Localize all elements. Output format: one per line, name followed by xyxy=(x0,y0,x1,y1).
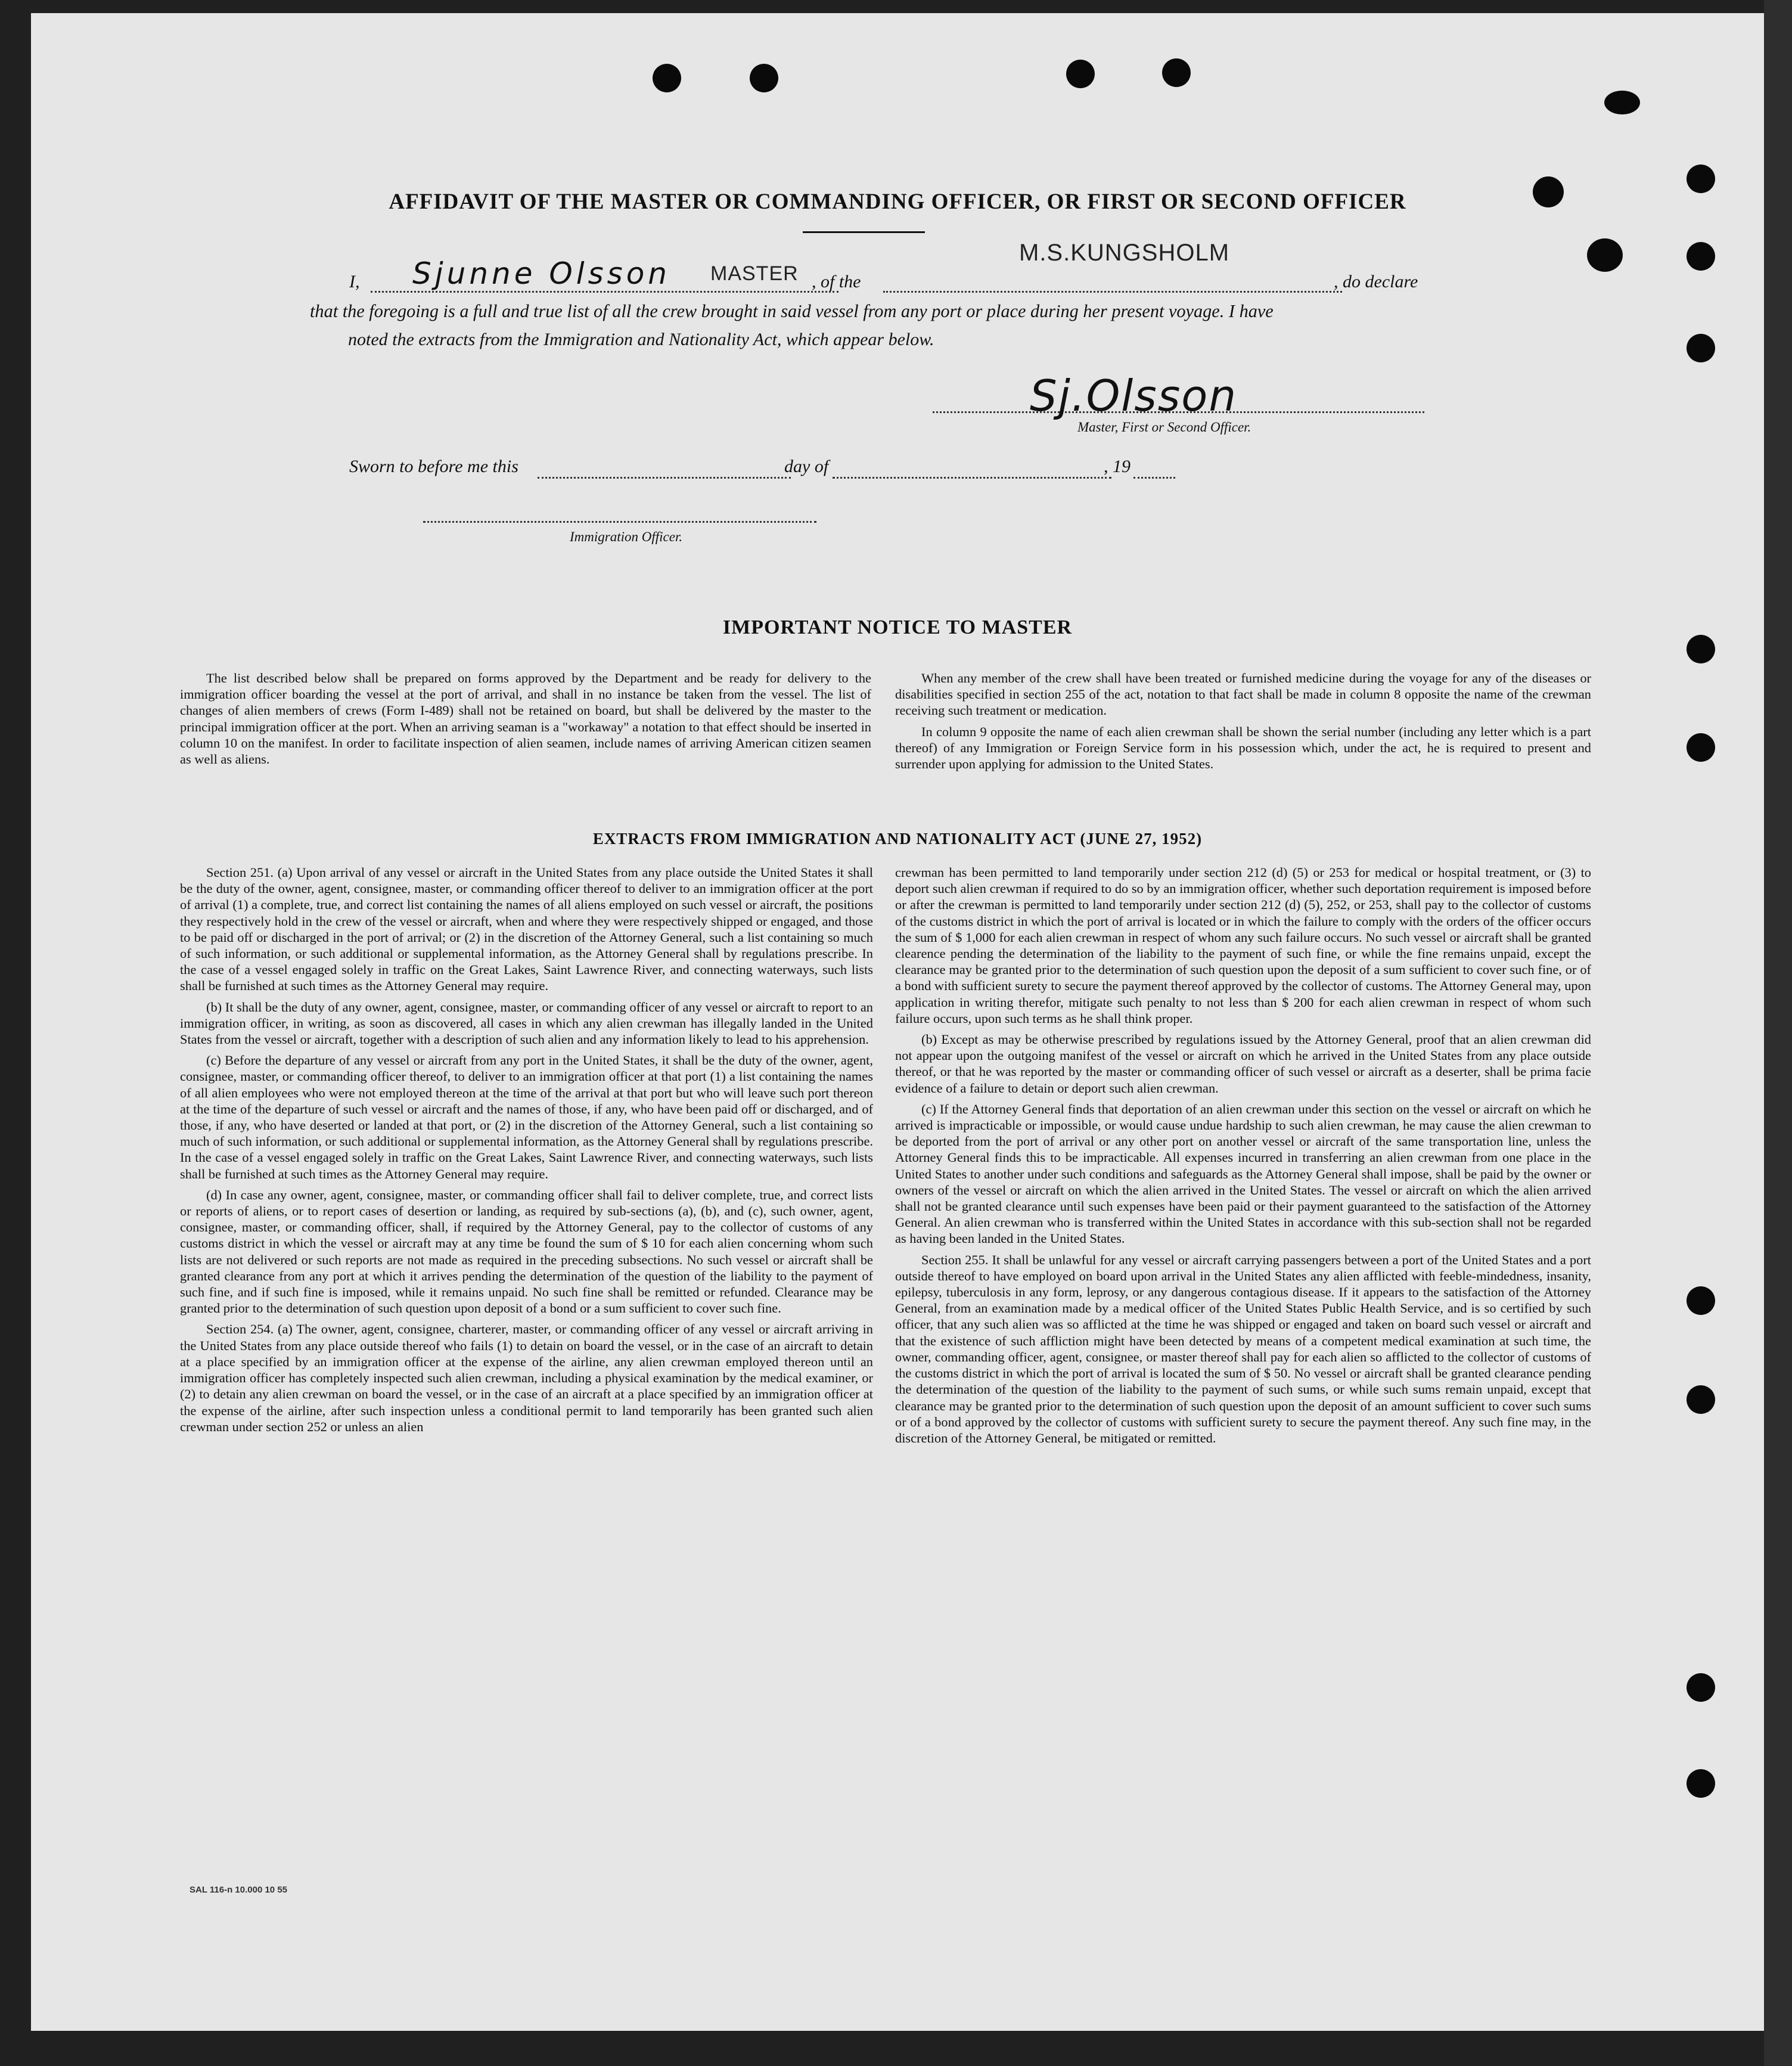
punch-hole-top-2 xyxy=(750,64,778,92)
sworn-day-line xyxy=(538,477,791,479)
sworn-year-line xyxy=(1133,477,1175,479)
of-the-text: , of the xyxy=(812,272,861,291)
form-number: SAL 116-n 10.000 10 55 xyxy=(190,1885,288,1895)
extract-section-254c: (c) If the Attorney General finds that deportation of an alien crewman under this section on the vessel or aircraft on which he arrived is impracticable or impossible, or would cause undue hardship to such alien crewman, he may cause the alien crewman to be deported from the port of arrival or any other port on another vessel or aircraft of the same transportation line, unless the Attorney General finds this to be impracticable. All expenses incurred in transferring an alien crewman from one place in the United States to another under such conditions and safeguards as the Attorney General shall impose, shall be paid by the owner or owners of the vessel or aircraft on which the alien arrived in the United States. The vessel or aircraft on which the alien arrived shall not be granted clearance until such expenses have been paid or their payment guaranteed to the satisfaction of the Attorney General. An alien crewman who is transferred within the United States in accordance with this sub-section shall not be regarded as having been landed in the United States. xyxy=(895,1101,1591,1246)
affidavit-line-2: that the foregoing is a full and true list of all the crew brought in said vessel from any port or place during her present voyage. I have xyxy=(310,301,1274,321)
extracts-right-column xyxy=(895,864,1591,1451)
affidavit-pronoun: I, xyxy=(349,272,360,291)
document-page xyxy=(31,13,1764,2031)
scan-edge xyxy=(1764,0,1792,2066)
notice-right-paragraph-2: In column 9 opposite the name of each alien crewman shall be shown the serial number (including any letter which is a part thereof) of any Immigration or Foreign Service form in his possession which, under the act, he is required to present and surrender upon applying for admission to the United States. xyxy=(895,724,1591,772)
punch-hole-right-11 xyxy=(1687,1673,1715,1702)
name-field-line xyxy=(371,291,838,293)
punch-hole-top-4 xyxy=(1162,58,1191,87)
title-underline xyxy=(803,231,925,233)
punch-hole-right-9 xyxy=(1687,1286,1715,1315)
notice-left-column xyxy=(180,670,871,772)
punch-hole-right-10 xyxy=(1687,1385,1715,1414)
punch-hole-right-6 xyxy=(1687,334,1715,362)
officer-signature-line xyxy=(423,521,816,523)
notice-right-paragraph-1: When any member of the crew shall have been treated or furnished medicine during the voyage for any of the diseases or disabilities specified in section 255 of the act, notation to that fact shall be made in column 8 opposite the name of the crewman receiving such treatment or medication. xyxy=(895,671,1591,718)
extracts-title: EXTRACTS FROM IMMIGRATION AND NATIONALITY ACT (JUNE 27, 1952) xyxy=(592,830,1203,848)
affidavit-line-3: noted the extracts from the Immigration and Nationality Act, which appear below. xyxy=(348,330,934,349)
extract-section-254a-continued: crewman has been permitted to land temporarily under section 212 (d) (5) or 253 for medical or hospital treatment, or (3) to deport such alien crewman if required to do so by an immigration officer, whether such deportation requirement is imposed before or after the crewman is permitted to land temporarily under section 212 (d) (5), 252, or 253, shall pay to the collector of customs of the customs district in which the port of arrival is located or in which the failure to comply with the orders of the officer occurs the sum of $ 1,000 for each alien crewman in respect of whom any such failure occurs. No such vessel or aircraft shall be granted clearence pending the determination of the liability to the payment of such fine, or while the fine remains unpaid, except the clearance may be granted prior to the determination of such question upon the deposit of a sum sufficient to cover such fine, or of a bond with sufficient surety to secure the payment thereof approved by the collector of customs. The Attorney General may, upon application in writing therefor, mitigate such penalty to not less than $ 200 for each alien crewman in respect of whom such failure occurs, upon such terms as he shall think proper. xyxy=(895,865,1591,1026)
extract-section-251c: (c) Before the departure of any vessel or aircraft from any port in the United States, it shall be the duty of the owner, agent, consignee, master, or commanding officer thereof, to deliver to an immigration officer at that port (1) a list containing the names of all alien employees who were not employed thereon at the time of the arrival at that port but who will leave such port thereon at the time of the departure of such vessel or aircraft and the names of those, if any, who have been paid off or discharged, and of those, if any, who have deserted or landed at that port, or (2) in the discretion of the Attorney General, such a list containing so much of such information, or such additional or supplemental information, as the Attorney General shall by regulations prescribe. In the case of a vessel engaged solely in traffic on the Great Lakes, Saint Lawrence River, and connecting waterways, such lists shall be furnished at such times as the Attorney General may require. xyxy=(180,1053,873,1181)
extract-section-255: Section 255. It shall be unlawful for any vessel or aircraft carrying passengers between a port of the United States and a port outside thereof to have employed on board upon arrival in the United States any alien afflicted with feeble-mindedness, insanity, epilepsy, tuberculosis in any form, leprosy, or any dangerous contagious disease. If it appears to the satisfaction of the Attorney General, from an examination made by a medical officer of the United States Public Health Service, and is so certified by such officer, that any such alien was so afflicted at the time he was shipped or engaged and taken on board such vessel or aircraft and that the existence of such affliction might have been detected by means of a competent medical examination at such time, the owner, commanding officer, agent, consignee, or master thereof shall pay for each alien so afflicted to the collector of customs of the customs district in which the port of arrival is located the sum of $ 50. No vessel or aircraft shall be granted clearance pending the determination of the question of the liability to the payment of such sums, or while such sums remain unpaid, except that clearance may be granted prior to the determination of such question upon the deposit of an amount sufficient to cover such sums or of a bond approved by the collector of customs with sufficient surety to secure the payment thereof. Any such fine may, in the discretion of the Attorney General, be mitigated or remitted. xyxy=(895,1252,1591,1445)
year-prefix: , 19 xyxy=(1104,457,1131,476)
notice-right-column xyxy=(895,670,1591,777)
punch-hole-top-1 xyxy=(653,64,681,92)
punch-hole-right-12 xyxy=(1687,1769,1715,1798)
affidavit-title: AFFIDAVIT OF THE MASTER OR COMMANDING OFFICER, OR FIRST OR SECOND OFFICER xyxy=(389,190,1406,214)
punch-hole-right-4 xyxy=(1687,242,1715,271)
extract-section-254b: (b) Except as may be otherwise prescribed by regulations issued by the Attorney General, proof that an alien crewman did not appear upon the outgoing manifest of the vessel or aircraft on which he arrived in the United States from any place outside thereof, or that he was reported by the master or commanding officer of such vessel or aircraft as a deserter, shall be prima facie evidence of a failure to detain or deport such alien crewman. xyxy=(895,1032,1591,1096)
extract-section-251d: (d) In case any owner, agent, consignee, master, or commanding officer shall fail to deliver complete, true, and correct lists or reports of aliens, or to report cases of desertion or landing, as required by sub-sections (a), (b), and (c), such owner, agent, consignee, master, or commanding officer, shall, if required by the Attorney General, pay to the collector of customs of any customs district in which the vessel or aircraft may at any time be found the sum of $ 10 for each alien concerning whom such lists are not delivered or such reports are not made as required in the preceding subsections. No such vessel or aircraft shall be granted clearance from any port at which it arrives pending the determination of the question of the liability to the payment of such fine, and if such fine is imposed, while it remains unpaid. No such fine shall be remitted or refunded. Clearance may be granted prior to the determination of such question upon deposit of a bond or a sum sufficient to cover such fine. xyxy=(180,1187,873,1316)
officer-caption: Immigration Officer. xyxy=(570,529,683,544)
day-of-text: day of xyxy=(784,457,829,476)
vessel-field-line xyxy=(883,291,1342,293)
extract-section-251b: (b) It shall be the duty of any owner, agent, consignee, master, or commanding officer of any vessel or aircraft to report to an immigration officer, in writing, as soon as discovered, all cases in which any alien crewman has illegally landed in the United States from the vessel or aircraft, together with a description of such alien and any information likely to lead to his apprehension. xyxy=(180,999,873,1047)
notice-title: IMPORTANT NOTICE TO MASTER xyxy=(722,616,1073,638)
extract-section-254a: Section 254. (a) The owner, agent, consignee, charterer, master, or commanding officer of any vessel or aircraft arriving in the United States from any place outside thereof who fails (1) to detain on board the vessel, or in the case of an aircraft to detain at a place specified by an immigration officer at the expense of the airline, any alien crewman employed thereon until an immigration officer has completely inspected such alien crewman, including a physical examination by the medical examiner, or (2) to detain any alien crewman on board the vessel, or in the case of an aircraft at a place specified by an immigration officer at the expense of the airline, after such inspection unless a conditional permit to land temporarily has been granted such alien crewman under section 252 or unless an alien xyxy=(180,1322,873,1434)
extracts-left-column xyxy=(180,864,873,1440)
punch-hole-right-1 xyxy=(1604,91,1640,114)
punch-hole-right-5 xyxy=(1587,238,1623,272)
sworn-text: Sworn to before me this xyxy=(349,457,518,476)
punch-hole-right-7 xyxy=(1687,635,1715,663)
signature-caption: Master, First or Second Officer. xyxy=(1077,420,1251,435)
do-declare-text: , do declare xyxy=(1334,272,1418,291)
vessel-name-stamp: M.S.KUNGSHOLM xyxy=(1019,240,1230,266)
master-name-handwritten: Sjunne Olsson xyxy=(412,256,670,291)
master-signature: Sj.Olsson xyxy=(1030,371,1237,421)
punch-hole-top-3 xyxy=(1066,60,1095,88)
rank-stamp: MASTER xyxy=(710,262,799,285)
punch-hole-right-8 xyxy=(1687,733,1715,762)
sworn-month-line xyxy=(833,477,1111,479)
notice-left-paragraph: The list described below shall be prepared on forms approved by the Department and be ready for delivery to the immigration officer boarding the vessel at the port of arrival, and shall in no instance be taken from the vessel. The list of changes of alien members of crews (Form I-489) shall not be retained on board, but shall be delivered by the master to the principal immigration officer at the port. When an arriving seaman is a "workaway" a notation to that effect should be inserted in column 10 on the manifest. In order to facilitate inspection of alien seamen, include names of arriving American citizen seamen as well as aliens. xyxy=(180,671,871,767)
extract-section-251a: Section 251. (a) Upon arrival of any vessel or aircraft in the United States from any place outside the United States it shall be the duty of the owner, agent, consignee, master, or commanding officer thereof to deliver to an immigration officer at the port of arrival (1) a complete, true, and correct list containing the names of all aliens employed on such vessel or aircraft, the positions they respectively hold in the crew of the vessel or aircraft, when and where they were respectively shipped or engaged, and those to be paid off or discharged in the port of arrival; or (2) in the discretion of the Attorney General, such a list containing so much of such information, or such additional or supplemental information, as the Attorney General shall by regulations prescribe. In the case of a vessel engaged solely in traffic on the Great Lakes, Saint Lawrence River, and connecting waterways, such lists shall be furnished at such times as the Attorney General may require. xyxy=(180,865,873,994)
